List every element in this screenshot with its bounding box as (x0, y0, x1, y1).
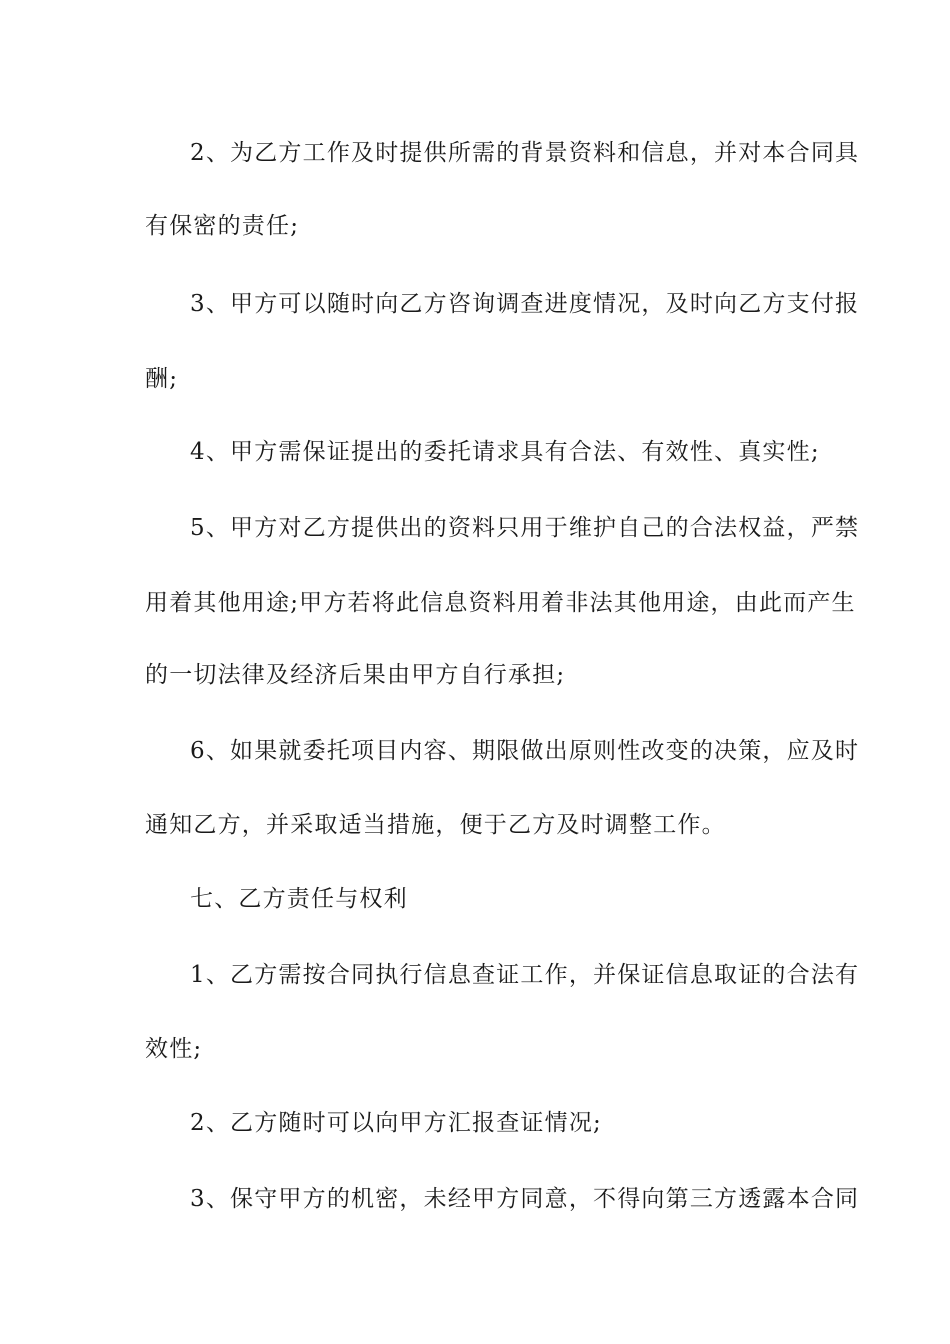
paragraph-line: 1、乙方需按合同执行信息查证工作，并保证信息取证的合法有 (190, 962, 860, 988)
section-heading: 七、乙方责任与权利 (190, 886, 408, 912)
paragraph-line: 2、乙方随时可以向甲方汇报查证情况; (190, 1110, 602, 1136)
paragraph-line: 2、为乙方工作及时提供所需的背景资料和信息，并对本合同具 (190, 140, 860, 166)
paragraph-line: 用着其他用途;甲方若将此信息资料用着非法其他用途，由此而产生 (145, 590, 856, 616)
paragraph-line: 通知乙方，并采取适当措施，便于乙方及时调整工作。 (145, 812, 726, 838)
paragraph-line: 的一切法律及经济后果由甲方自行承担; (145, 662, 566, 688)
paragraph-line: 4、甲方需保证提出的委托请求具有合法、有效性、真实性; (190, 439, 820, 465)
paragraph-line: 效性; (145, 1036, 203, 1062)
paragraph-line: 3、保守甲方的机密，未经甲方同意，不得向第三方透露本合同 (190, 1186, 860, 1212)
paragraph-line: 5、甲方对乙方提供出的资料只用于维护自己的合法权益，严禁 (190, 515, 860, 541)
paragraph-line: 有保密的责任; (145, 213, 300, 239)
paragraph-line: 6、如果就委托项目内容、期限做出原则性改变的决策，应及时 (190, 738, 860, 764)
paragraph-line: 酬; (145, 366, 179, 392)
paragraph-line: 3、甲方可以随时向乙方咨询调查进度情况，及时向乙方支付报 (190, 291, 860, 317)
